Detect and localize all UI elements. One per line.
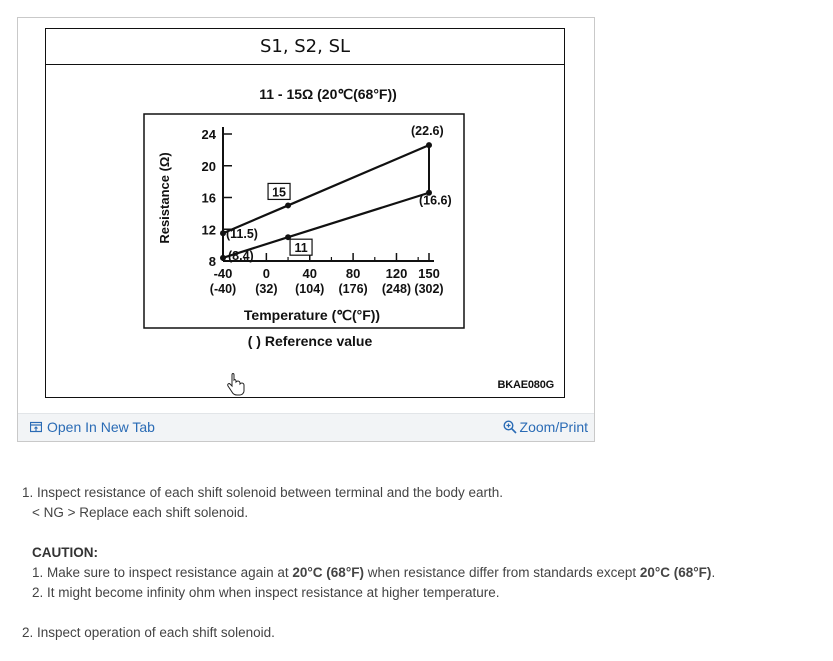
zoom-print-link[interactable] — [503, 419, 588, 435]
caution-1-temp-b: 20°C (68°F) — [639, 565, 712, 580]
x-tick-label-fahrenheit: (302) — [414, 282, 444, 296]
resistance-chart — [46, 65, 563, 395]
figure-code: BKAE080G — [497, 379, 554, 391]
caution-2: 2. It might become infinity ohm when inspect resistance at higher temperature. — [32, 585, 500, 600]
value-annotation: (11.5) — [226, 227, 258, 242]
x-tick-label-celsius: 0 — [262, 266, 270, 281]
series-label-15: 15 — [272, 185, 287, 200]
x-tick-label-fahrenheit: (-40) — [209, 282, 237, 296]
chart-title: 11 - 15Ω (20℃(68°F)) — [259, 86, 397, 102]
caution-1-text-a: 1. Make sure to inspect resistance again at — [32, 565, 293, 580]
figure-toolbar — [18, 413, 594, 441]
caution-1-text-c: . — [711, 565, 716, 580]
y-tick-label: 20 — [201, 158, 216, 174]
caution-1-temp-a: 20°C (68°F) — [292, 565, 364, 580]
value-annotation: (16.6) — [419, 193, 452, 208]
zoom-icon — [503, 420, 517, 434]
step-2: 2. Inspect operation of each shift solenoid. — [22, 625, 275, 640]
chart-footnote: ( ) Reference value — [247, 333, 373, 349]
x-tick-label-fahrenheit: (248) — [381, 282, 412, 296]
open-in-new-tab-label: Open In New Tab — [47, 419, 155, 435]
zoom-print-label: Zoom/Print — [519, 419, 588, 435]
series-label-11: 11 — [294, 241, 308, 256]
x-tick-label-celsius: 120 — [385, 266, 408, 281]
x-tick-label-fahrenheit: (176) — [338, 282, 368, 296]
x-tick-label-fahrenheit: (32) — [255, 282, 278, 296]
figure-card — [17, 17, 595, 442]
figure-frame — [45, 28, 565, 398]
step-1-sub: < NG > Replace each shift solenoid. — [32, 505, 249, 520]
y-tick-label: 16 — [201, 190, 216, 206]
x-tick-label-celsius: 80 — [345, 266, 361, 281]
caution-1 — [22, 563, 822, 583]
open-in-new-tab-icon — [30, 421, 42, 433]
series-line-15 — [223, 145, 429, 233]
series-point-11 — [220, 255, 226, 261]
caution-title: CAUTION: — [32, 545, 98, 560]
caution-1-text-b: when resistance differ from standards except — [363, 565, 640, 580]
x-tick-label-fahrenheit: (104) — [295, 282, 325, 296]
series-point-15 — [285, 202, 291, 208]
y-tick-label: 24 — [201, 127, 216, 142]
open-in-new-tab-link[interactable] — [30, 419, 155, 435]
value-annotation: (22.6) — [411, 124, 444, 139]
x-tick-label-celsius: 150 — [418, 266, 440, 281]
value-annotation: (8.4) — [228, 248, 254, 263]
x-axis-label: Temperature (℃(°F)) — [243, 307, 381, 323]
step-1: 1. Inspect resistance of each shift solenoid between terminal and the body earth. — [22, 485, 504, 500]
series-line-11 — [223, 193, 429, 258]
figure-header-title: S1, S2, SL — [46, 29, 564, 65]
x-tick-label-celsius: 40 — [302, 266, 317, 281]
y-axis-label: Resistance (Ω) — [157, 152, 172, 244]
y-tick-label: 12 — [201, 222, 216, 238]
x-tick-label-celsius: -40 — [213, 266, 233, 281]
y-tick-label: 8 — [208, 254, 216, 269]
instructions — [22, 483, 822, 643]
hand-cursor-icon — [226, 373, 246, 397]
